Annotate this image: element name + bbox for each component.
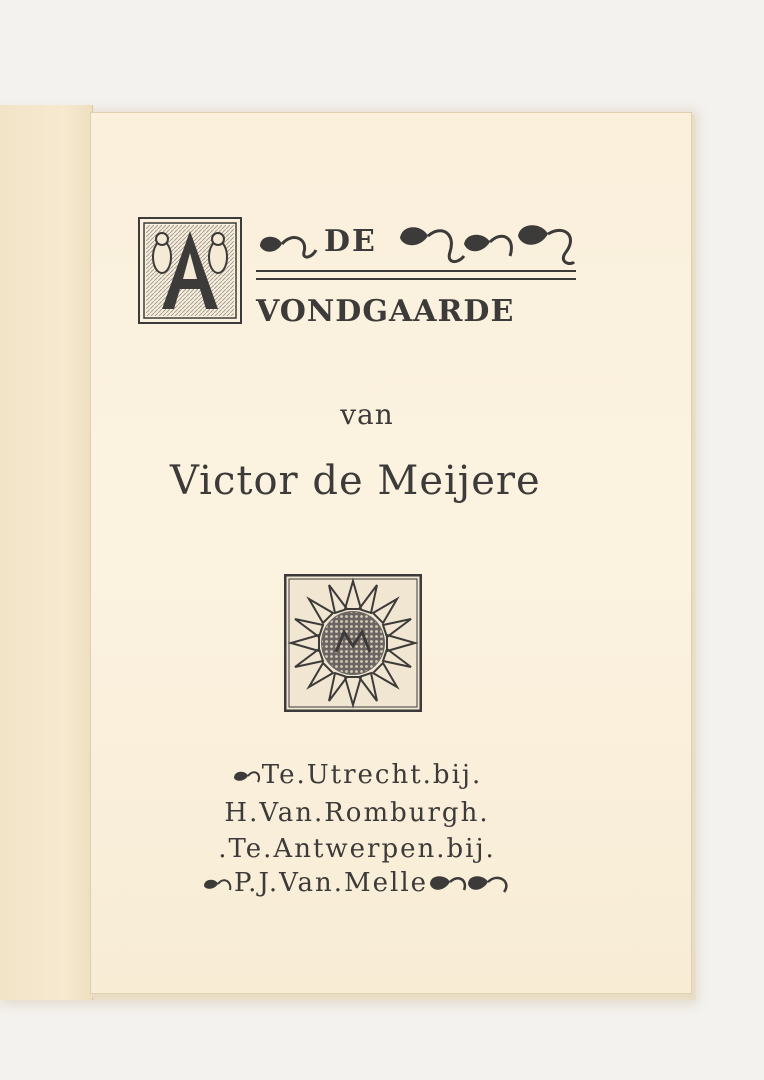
imprint-line-2: H.Van.Romburgh.	[224, 798, 490, 828]
imprint-text-1: Te.Utrecht.bij.	[261, 760, 483, 790]
initial-letter: A	[190, 267, 191, 268]
by-label: van	[340, 398, 394, 431]
leaf-scroll-ornament-icon	[428, 872, 512, 896]
scroll-ornament-icon	[232, 766, 262, 786]
imprint-line-1	[0, 760, 764, 790]
imprint-line-4	[0, 868, 764, 898]
sunflower-emblem-icon	[284, 574, 422, 712]
leaf-ornament-icon	[256, 228, 322, 264]
author-name: Victor de Meijere	[170, 458, 541, 504]
title-line-1: DE	[324, 224, 377, 259]
decorated-initial-icon	[138, 217, 242, 324]
left-page	[0, 105, 93, 1000]
imprint-line-3: .Te.Antwerpen.bij.	[218, 834, 496, 864]
imprint-text-4: P.J.Van.Melle	[233, 868, 429, 898]
title-rule	[256, 270, 576, 280]
scroll-ornament-icon	[202, 874, 234, 894]
title-line-2: VONDGAARDE	[256, 294, 515, 329]
leaf-scroll-ornament-icon	[398, 222, 578, 272]
